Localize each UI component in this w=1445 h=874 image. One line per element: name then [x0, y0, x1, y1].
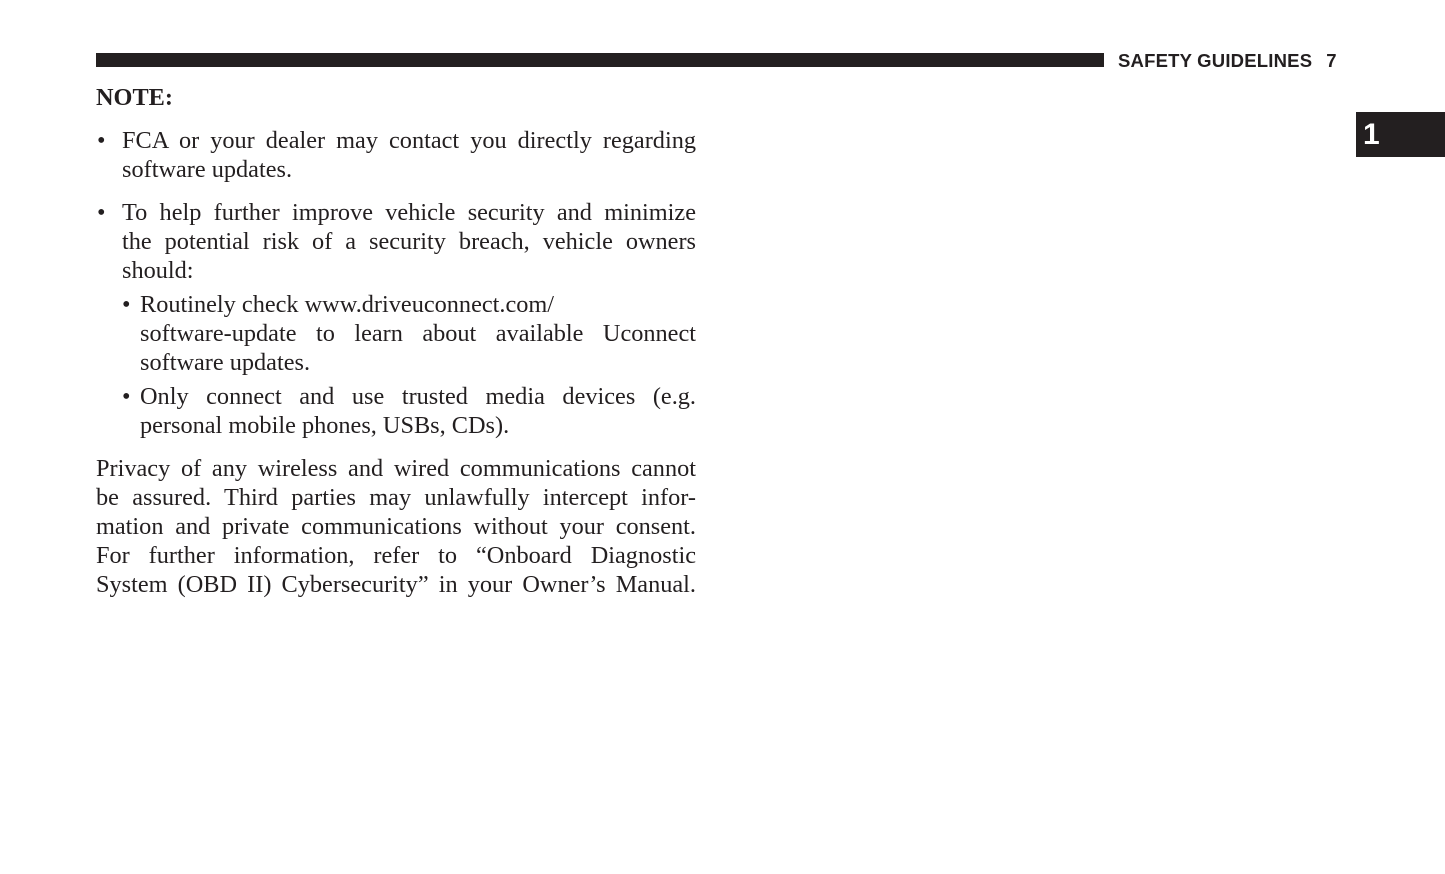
- section-title: SAFETY GUIDELINES: [1118, 50, 1313, 71]
- sub-bullet-item: [122, 382, 696, 440]
- sub-bullet-item: [122, 290, 696, 377]
- privacy-paragraph: [96, 454, 696, 599]
- sub-bullet-line: personal mobile phones, USBs, CDs).: [140, 412, 510, 439]
- running-header: [1118, 50, 1337, 72]
- sub-bullet-line: software updates.: [140, 349, 311, 376]
- sub-bullet-line: Routinely check www.driveuconnect.com/: [140, 291, 555, 318]
- chapter-tab: [1356, 112, 1445, 157]
- chapter-number: 1: [1363, 118, 1380, 151]
- paragraph-line: be assured. Third parties may unlawfully intercept infor-: [96, 484, 696, 511]
- sub-bullet-line: software-update to learn about available Uconnect: [140, 320, 696, 347]
- bullet-icon: •: [97, 199, 106, 226]
- bullet-line: the potential risk of a security breach, vehicle owners: [122, 228, 696, 255]
- paragraph-line: Privacy of any wireless and wired communications cannot: [96, 455, 696, 482]
- paragraph-line: mation and private communications without your consent.: [96, 513, 696, 540]
- note-heading: NOTE:: [96, 84, 173, 111]
- text-column: [96, 82, 696, 599]
- sub-bullet-line: Only connect and use trusted media devices (e.g.: [140, 383, 696, 410]
- page-number: 7: [1326, 50, 1337, 71]
- bullet-item: [96, 198, 696, 285]
- bullet-line: should:: [122, 257, 194, 284]
- bullet-item: [96, 126, 696, 184]
- bullet-line: software updates.: [122, 156, 293, 183]
- paragraph-line: System (OBD II) Cybersecurity” in your Owner’s Manual.: [96, 571, 696, 598]
- bullet-icon: •: [122, 383, 131, 410]
- bullet-line: To help further improve vehicle security and minimize: [122, 199, 696, 226]
- bullet-line: FCA or your dealer may contact you directly regarding: [122, 127, 696, 154]
- header-rule: [96, 53, 1104, 67]
- bullet-icon: •: [122, 291, 131, 318]
- bullet-icon: •: [97, 127, 106, 154]
- paragraph-line: For further information, refer to “Onboard Diagnostic: [96, 542, 696, 569]
